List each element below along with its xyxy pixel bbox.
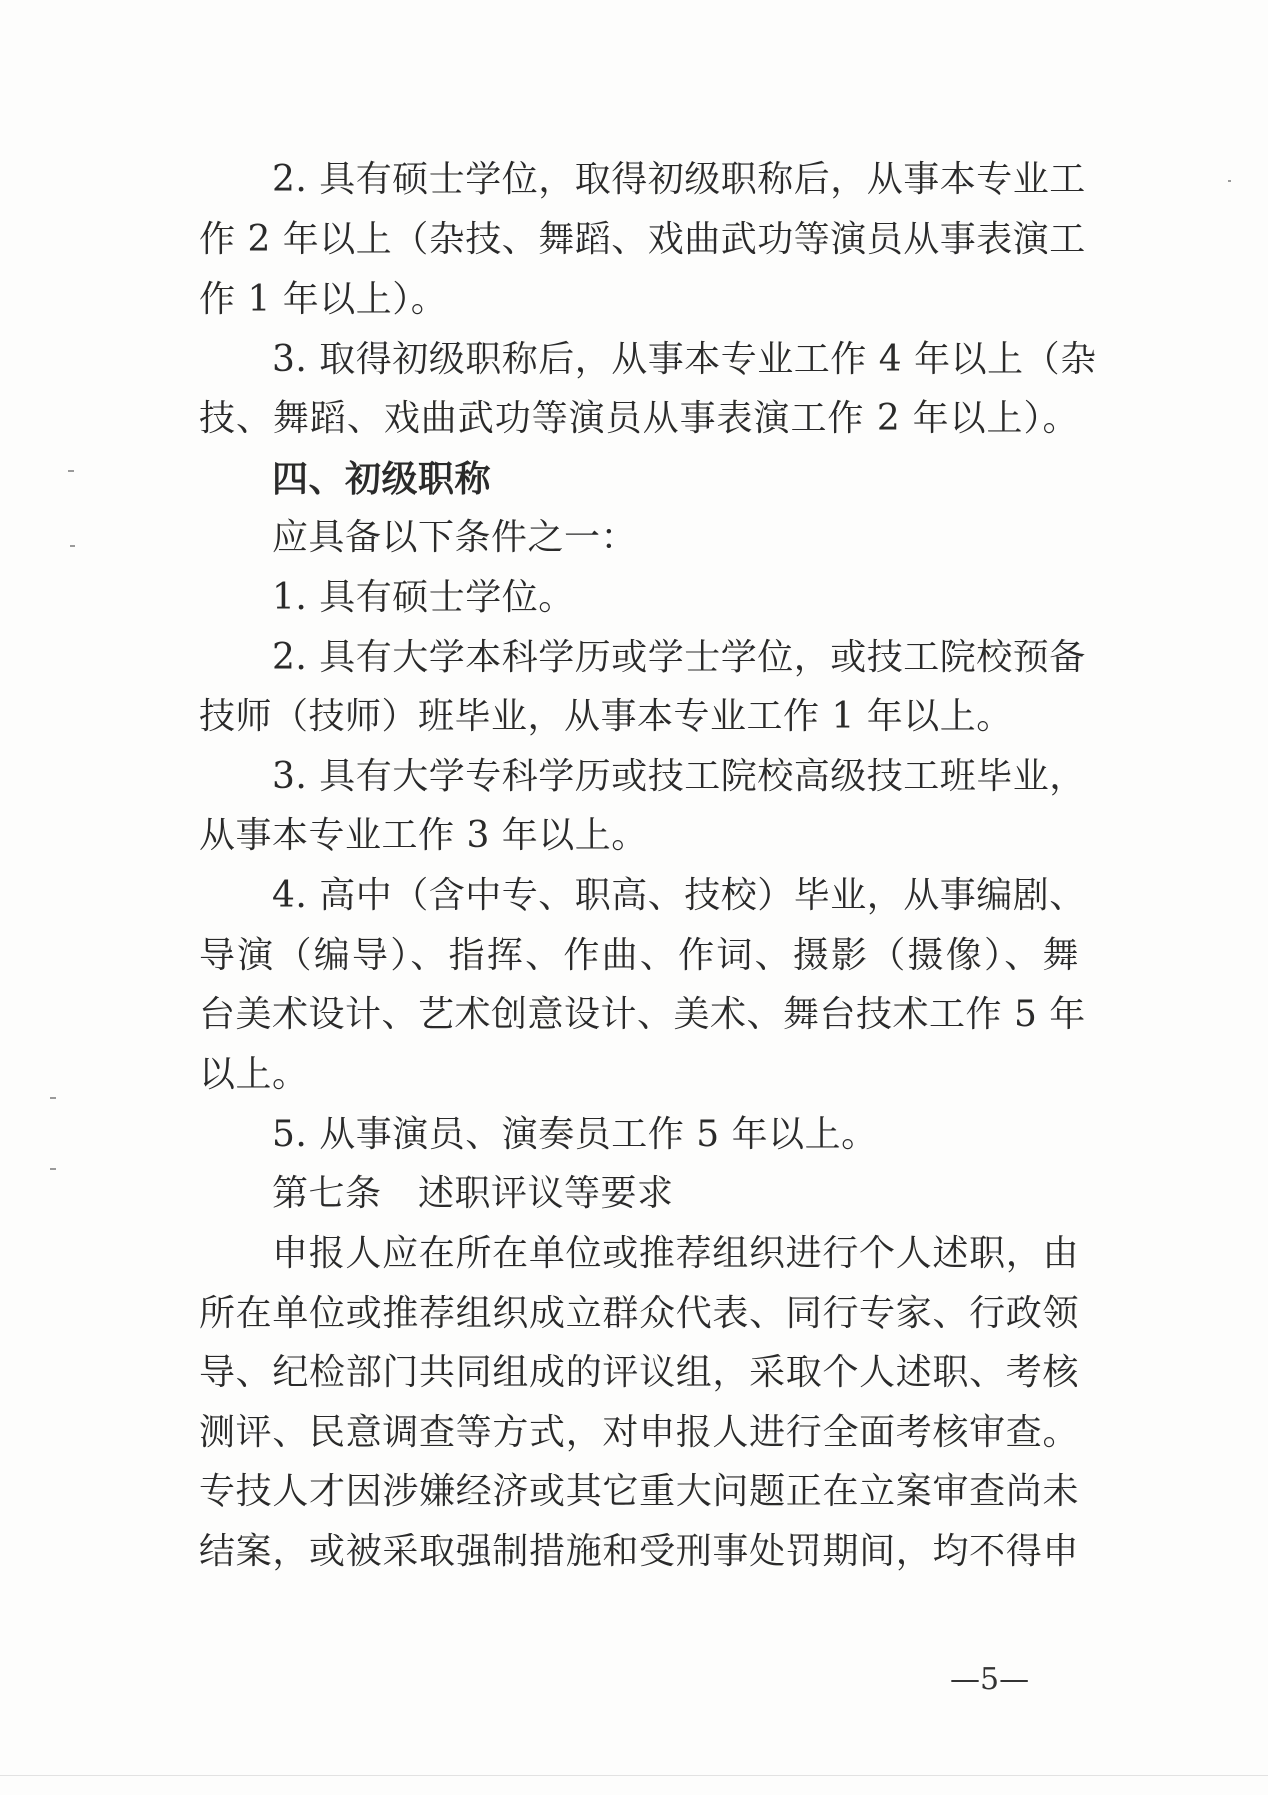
scan-speck [50, 1097, 56, 1099]
scan-speck [68, 470, 74, 472]
scan-speck [70, 545, 75, 547]
text-line: 测评、民意调查等方式，对申报人进行全面考核审查。 [199, 1412, 1079, 1453]
text-line: 技、舞蹈、戏曲武功等演员从事表演工作 2 年以上）。 [199, 398, 1079, 439]
text-line: 专技人才因涉嫌经济或其它重大问题正在立案审查尚未 [199, 1471, 1079, 1512]
text-line: 导演（编导）、指挥、作曲、作词、摄影（摄像）、舞 [199, 935, 1079, 976]
text-line: 2. 具有硕士学位，取得初级职称后，从事本专业工 [272, 159, 1086, 200]
text-line: 台美术设计、艺术创意设计、美术、舞台技术工作 5 年 [199, 994, 1086, 1035]
scan-edge [0, 1775, 1268, 1776]
text-line: 第七条 述职评议等要求 [272, 1173, 674, 1214]
text-line: 1. 具有硕士学位。 [272, 577, 575, 618]
text-line: 所在单位或推荐组织成立群众代表、同行专家、行政领 [199, 1293, 1079, 1334]
scan-speck [1228, 180, 1231, 182]
text-line: 以上。 [199, 1054, 309, 1095]
text-line: 4. 高中（含中专、职高、技校）毕业，从事编剧、 [272, 875, 1086, 916]
text-line: 3. 取得初级职称后，从事本专业工作 4 年以上（杂 [272, 339, 1097, 380]
section-heading: 四、初级职称 [272, 458, 492, 500]
text-line: 结案，或被采取强制措施和受刑事处罚期间，均不得申 [199, 1531, 1079, 1572]
text-line: 应具备以下条件之一： [272, 517, 638, 558]
text-line: 作 2 年以上（杂技、舞蹈、戏曲武功等演员从事表演工 [199, 219, 1086, 260]
page-number: —5— [950, 1662, 1030, 1697]
text-line: 5. 从事演员、演奏员工作 5 年以上。 [272, 1114, 878, 1155]
scan-speck [50, 1168, 56, 1170]
text-line: 导、纪检部门共同组成的评议组，采取个人述职、考核 [199, 1352, 1079, 1393]
text-line: 2. 具有大学本科学历或学士学位，或技工院校预备 [272, 637, 1086, 678]
text-line: 3. 具有大学专科学历或技工院校高级技工班毕业， [272, 756, 1086, 797]
text-line: 作 1 年以上）。 [199, 279, 448, 320]
text-line: 从事本专业工作 3 年以上。 [199, 815, 648, 856]
text-line: 申报人应在所在单位或推荐组织进行个人述职，由 [272, 1233, 1079, 1274]
text-line: 技师（技师）班毕业，从事本专业工作 1 年以上。 [199, 696, 1013, 737]
